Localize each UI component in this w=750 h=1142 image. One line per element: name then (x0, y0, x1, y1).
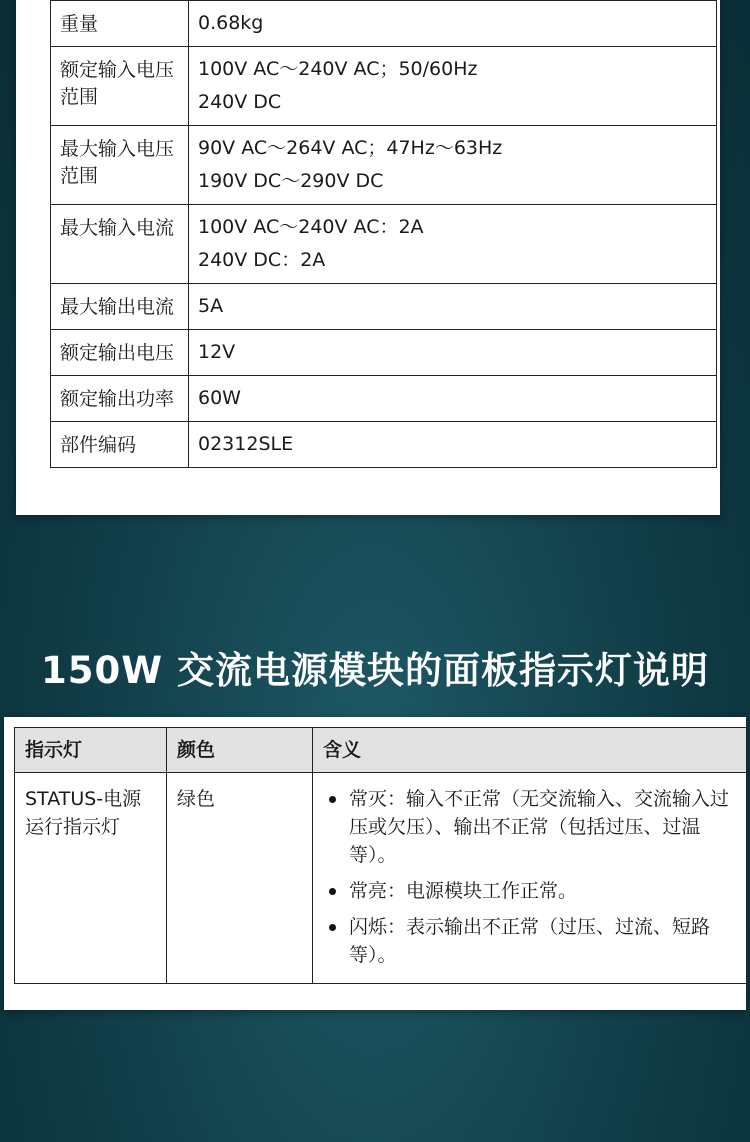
spec-card (16, 0, 720, 515)
meaning-item-blink (323, 913, 736, 969)
spec-value (189, 126, 717, 205)
spec-value (189, 205, 717, 284)
spec-row (51, 376, 717, 422)
spec-row (51, 284, 717, 330)
meaning-item-off (323, 785, 736, 869)
spec-value-line: 100V AC～240V AC：2A (198, 216, 424, 238)
spec-row (51, 47, 717, 126)
spec-value (189, 376, 717, 422)
header-color: 颜色 (167, 728, 313, 773)
spec-row (51, 422, 717, 468)
spec-value-line: 90V AC～264V AC；47Hz～63Hz (198, 137, 503, 159)
meaning-text: 常灭：输入不正常（无交流输入、交流输入过压或欠压）、输出不正常（包括过压、过温等）。 (349, 788, 730, 866)
spec-value-line: 190V DC～290V DC (198, 170, 384, 192)
indicator-color: 绿色 (167, 773, 313, 984)
led-indicator-table (14, 727, 747, 984)
header-meaning: 含义 (313, 728, 747, 773)
spec-value-line: 240V DC：2A (198, 249, 326, 271)
spec-value-line: 0.68kg (198, 12, 264, 34)
led-table-row (15, 773, 747, 984)
spec-value (189, 284, 717, 330)
spec-value-line: 12V (198, 341, 236, 363)
spec-value-line: 5A (198, 295, 224, 317)
indicator-meaning (313, 773, 747, 984)
spec-key: 额定输入电压范围 (51, 47, 189, 126)
meaning-text: 常亮：电源模块工作正常。 (349, 880, 578, 902)
spec-value (189, 330, 717, 376)
header-indicator: 指示灯 (15, 728, 167, 773)
meaning-text: 闪烁：表示输出不正常（过压、过流、短路等）。 (349, 916, 711, 966)
spec-key: 额定输出功率 (51, 376, 189, 422)
spec-key: 额定输出电压 (51, 330, 189, 376)
spec-row (51, 330, 717, 376)
led-card (4, 717, 746, 1010)
spec-row (51, 205, 717, 284)
spec-key: 最大输入电流 (51, 205, 189, 284)
spec-value (189, 422, 717, 468)
meaning-list (323, 785, 736, 969)
spec-key: 最大输入电压范围 (51, 126, 189, 205)
spec-value-line: 240V DC (198, 91, 282, 113)
bullet-icon (329, 796, 336, 803)
spec-table-body (51, 1, 717, 468)
spec-value-line: 100V AC～240V AC；50/60Hz (198, 58, 478, 80)
spec-value-line: 02312SLE (198, 433, 294, 455)
bullet-icon (329, 888, 336, 895)
led-table-header-row (15, 728, 747, 773)
indicator-name: STATUS-电源运行指示灯 (15, 773, 167, 984)
spec-table (50, 0, 717, 468)
spec-row (51, 126, 717, 205)
spec-value-line: 60W (198, 387, 241, 409)
spec-value (189, 47, 717, 126)
bullet-icon (329, 924, 336, 931)
section-title: 150W 交流电源模块的面板指示灯说明 (41, 649, 709, 692)
spec-key: 最大输出电流 (51, 284, 189, 330)
spec-row (51, 1, 717, 47)
meaning-item-on (323, 877, 736, 905)
spec-key: 重量 (51, 1, 189, 47)
spec-key: 部件编码 (51, 422, 189, 468)
spec-value (189, 1, 717, 47)
